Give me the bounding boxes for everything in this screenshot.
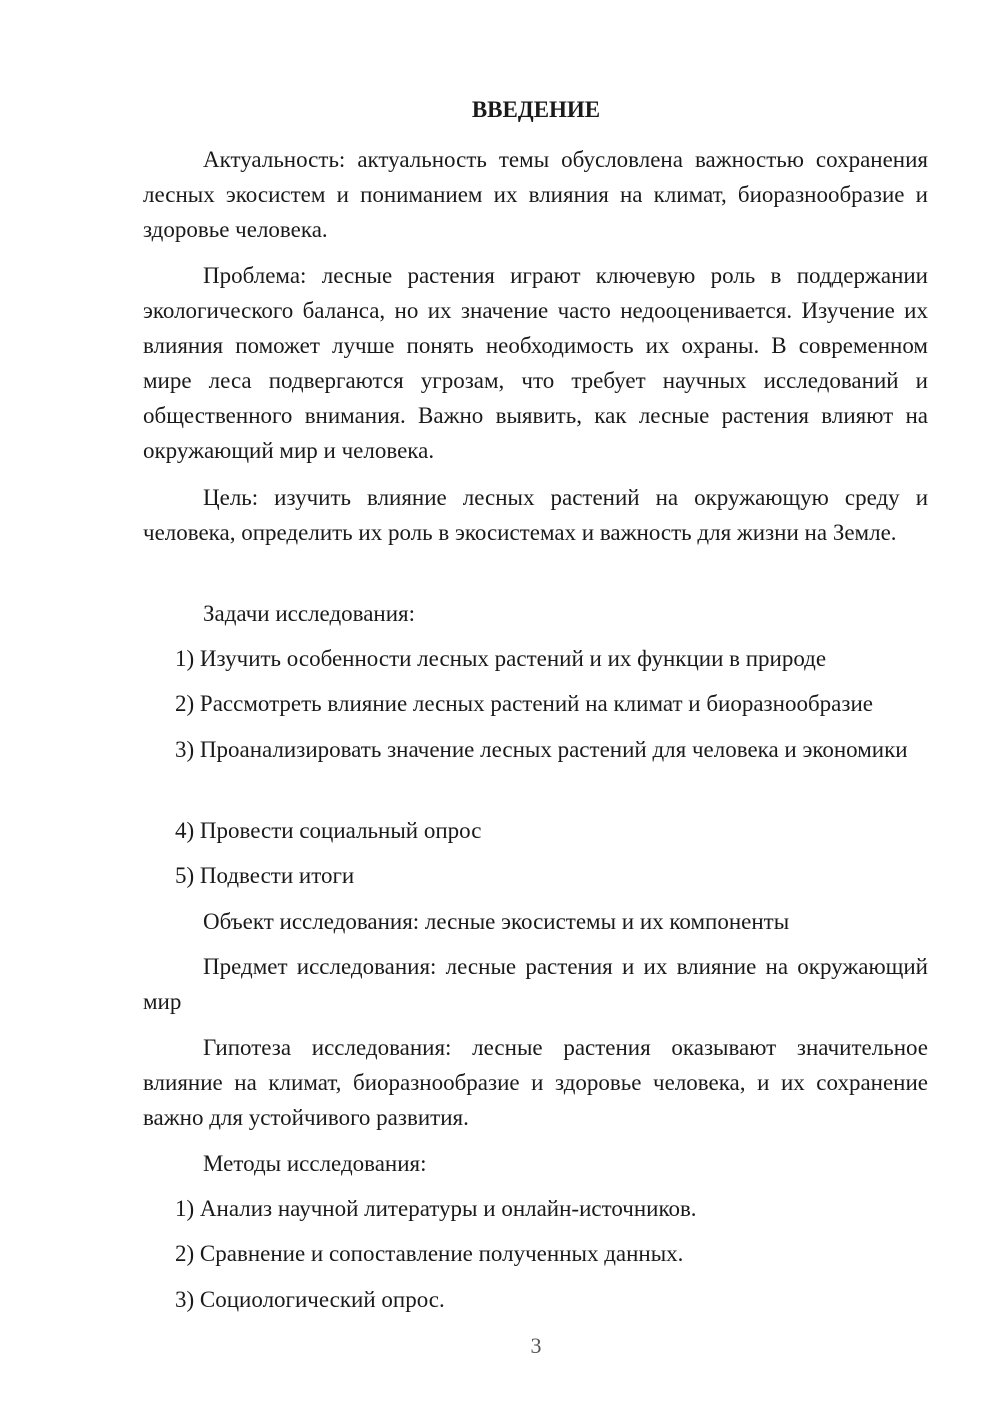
tasks-heading-block [143,596,928,631]
methods-heading: Методы исследования: [203,1151,427,1176]
relevance-paragraph [143,142,928,247]
methods-heading-block [143,1146,928,1181]
hypothesis-text: Гипотеза исследования: лесные растения оказывают значительное влияние на климат, биоразнообразие и здоровье человека, и их сохранение важно для устойчивого развития. [143,1035,928,1130]
goal-text: Цель: изучить влияние лесных растений на окружающую среду и человека, определить их роль в экосистемах и важность для жизни на Земле. [143,485,928,545]
task-item-2-block [143,686,928,721]
list-item: 3) Проанализировать значение лесных растений для человека и экономики [175,737,908,762]
list-item: 4) Провести социальный опрос [175,818,482,843]
method-item-2-block [143,1236,928,1271]
list-item: 2) Сравнение и сопоставление полученных данных. [175,1241,684,1266]
problem-text: Проблема: лесные растения играют ключевую роль в поддержании экологического баланса, но их значение часто недооценивается. Изучение их влияния поможет лучше понять необходимость их охраны. В современном мире леса подвергаются угрозам, что требует научных исследований и общественного внимания. Важно выявить, как лесные растения влияют на окружающий мир и человека. [143,263,928,463]
task-item-4-block [143,813,928,848]
method-item-3-block [143,1282,928,1317]
goal-paragraph [143,480,928,550]
task-item-3-block [143,732,928,767]
list-item: 3) Социологический опрос. [175,1287,445,1312]
object-text: Объект исследования: лесные экосистемы и их компоненты [203,909,790,934]
page-title: ВВЕДЕНИЕ [471,97,601,122]
tasks-heading: Задачи исследования: [203,601,416,626]
hypothesis-paragraph [143,1030,928,1135]
list-item: 1) Анализ научной литературы и онлайн-источников. [175,1196,697,1221]
list-item: 2) Рассмотреть влияние лесных растений на климат и биоразнообразие [175,691,873,716]
subject-text: Предмет исследования: лесные растения и их влияние на окружающий мир [143,954,928,1014]
method-item-1-block [143,1191,928,1226]
object-paragraph [143,904,928,939]
list-item: 5) Подвести итоги [175,863,355,888]
list-item: 1) Изучить особенности лесных растений и их функции в природе [175,646,827,671]
task-item-5-block [143,858,928,893]
relevance-text: Актуальность: актуальность темы обусловлена важностью сохранения лесных экосистем и пониманием их влияния на климат, биоразнообразие и здоровье человека. [143,147,928,242]
subject-paragraph [143,949,928,1019]
page-number: 3 [530,1333,542,1358]
problem-paragraph [143,258,928,468]
task-item-1-block [143,641,928,676]
